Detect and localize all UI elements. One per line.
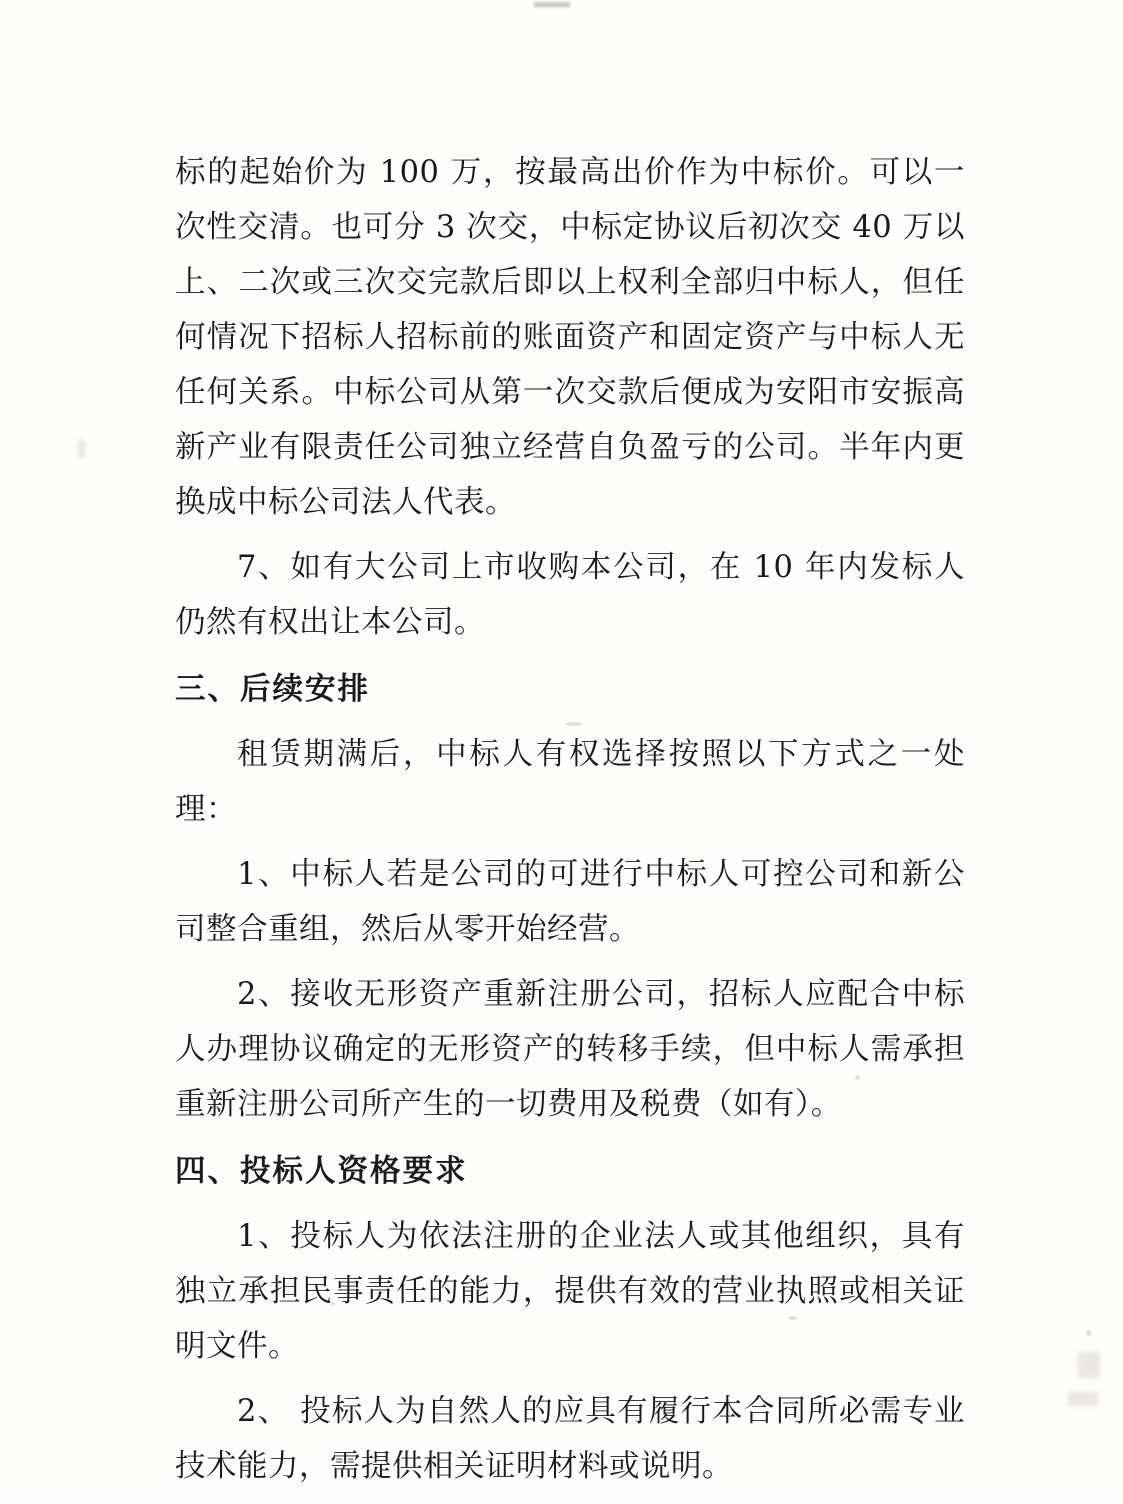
scan-smudge-right [1078,1352,1100,1378]
scan-speck-e [1086,1330,1092,1336]
document-body [175,145,965,1504]
section-heading-three: 三、后续安排 [175,671,370,707]
clause-item-3-1: 1、中标人若是公司的可进行中标人可控公司和新公司整合重组，然后从零开始经营。 [175,857,965,947]
paragraph-continued: 标的起始价为 100 万，按最高出价作为中标价。可以一次性交清。也可分 3 次交，中标定协议后初次交 40 万以上、二次或三次交完款后即以上权利全部归中标人，但任何情况下招标人招标前的账面资产和固定资产与中标人无任何关系。中标公司从第一次交款后便成为安阳市安振高新产业有限责任公司独立经营自负盈亏的公司。半年内更换成中标公司法人代表。 [175,155,965,520]
clause-item-4-1: 1、投标人为依法注册的企业法人或其他组织，具有独立承担民事责任的能力，提供有效的营业执照或相关证明文件。 [175,1219,965,1364]
scan-artifact-top [534,2,570,7]
paragraph-lease-expiry: 租赁期满后，中标人有权选择按照以下方式之一处理： [175,737,965,827]
clause-item-7: 7、如有大公司上市收购本公司，在 10 年内发标人仍然有权出让本公司。 [175,550,965,640]
clause-item-3-2: 2、接收无形资产重新注册公司，招标人应配合中标人办理协议确定的无形资产的转移手续，但中标人需承担重新注册公司所产生的一切费用及税费（如有）。 [175,977,965,1122]
scan-smudge-right-lower [1068,1392,1098,1406]
section-heading-four: 四、投标人资格要求 [175,1153,468,1189]
clause-item-4-2: 2、 投标人为自然人的应具有履行本合同所必需专业技术能力，需提供相关证明材料或说明。 [175,1394,965,1484]
scan-smudge-left [78,440,85,458]
